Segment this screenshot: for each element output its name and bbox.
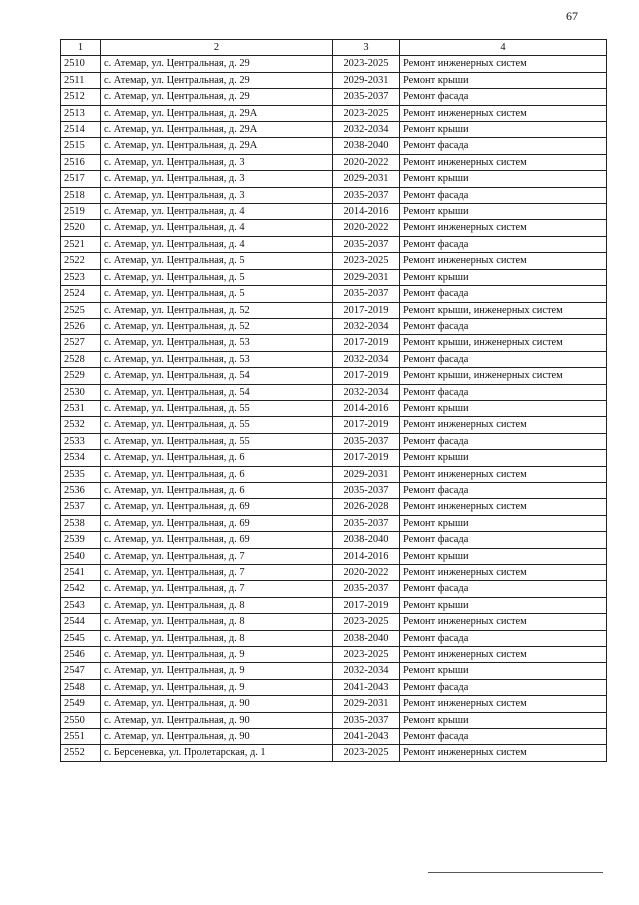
table-row	[61, 532, 607, 548]
work-type-cell: Ремонт инженерных систем	[400, 647, 607, 663]
work-type-cell: Ремонт крыши	[400, 171, 607, 187]
table-row	[61, 335, 607, 351]
row-number: 2532	[61, 417, 101, 433]
period-cell: 2032-2034	[333, 351, 400, 367]
period-cell: 2017-2019	[333, 335, 400, 351]
row-number: 2542	[61, 581, 101, 597]
address-cell: с. Атемар, ул. Центральная, д. 4	[101, 220, 333, 236]
table-row	[61, 286, 607, 302]
period-cell: 2029-2031	[333, 696, 400, 712]
address-cell: с. Атемар, ул. Центральная, д. 69	[101, 515, 333, 531]
work-type-cell: Ремонт фасада	[400, 729, 607, 745]
work-type-cell: Ремонт фасада	[400, 482, 607, 498]
table-row	[61, 630, 607, 646]
address-cell: с. Атемар, ул. Центральная, д. 3	[101, 154, 333, 170]
footer-rule	[428, 872, 603, 873]
period-cell: 2014-2016	[333, 400, 400, 416]
work-type-cell: Ремонт фасада	[400, 679, 607, 695]
work-type-cell: Ремонт инженерных систем	[400, 499, 607, 515]
period-cell: 2017-2019	[333, 368, 400, 384]
period-cell: 2035-2037	[333, 433, 400, 449]
row-number: 2521	[61, 236, 101, 252]
table-row	[61, 417, 607, 433]
period-cell: 2035-2037	[333, 581, 400, 597]
table-row	[61, 187, 607, 203]
row-number: 2536	[61, 482, 101, 498]
row-number: 2537	[61, 499, 101, 515]
address-cell: с. Атемар, ул. Центральная, д. 54	[101, 368, 333, 384]
row-number: 2548	[61, 679, 101, 695]
period-cell: 2035-2037	[333, 482, 400, 498]
address-cell: с. Атемар, ул. Центральная, д. 29А	[101, 105, 333, 121]
table-header-row	[61, 40, 607, 56]
address-cell: с. Атемар, ул. Центральная, д. 53	[101, 351, 333, 367]
work-type-cell: Ремонт крыши	[400, 400, 607, 416]
table-row	[61, 647, 607, 663]
row-number: 2549	[61, 696, 101, 712]
table-row	[61, 745, 607, 761]
row-number: 2539	[61, 532, 101, 548]
work-type-cell: Ремонт фасада	[400, 351, 607, 367]
table-row	[61, 499, 607, 515]
period-cell: 2041-2043	[333, 729, 400, 745]
row-number: 2533	[61, 433, 101, 449]
work-type-cell: Ремонт фасада	[400, 187, 607, 203]
address-cell: с. Атемар, ул. Центральная, д. 90	[101, 712, 333, 728]
address-cell: с. Атемар, ул. Центральная, д. 6	[101, 482, 333, 498]
address-cell: с. Атемар, ул. Центральная, д. 7	[101, 581, 333, 597]
row-number: 2529	[61, 368, 101, 384]
row-number: 2544	[61, 614, 101, 630]
period-cell: 2032-2034	[333, 318, 400, 334]
address-cell: с. Берсеневка, ул. Пролетарская, д. 1	[101, 745, 333, 761]
column-header-work-type: 4	[400, 40, 607, 56]
work-type-cell: Ремонт инженерных систем	[400, 56, 607, 72]
work-type-cell: Ремонт инженерных систем	[400, 220, 607, 236]
address-cell: с. Атемар, ул. Центральная, д. 29А	[101, 122, 333, 138]
column-header-address: 2	[101, 40, 333, 56]
period-cell: 2029-2031	[333, 72, 400, 88]
table-row	[61, 89, 607, 105]
period-cell: 2017-2019	[333, 597, 400, 613]
address-cell: с. Атемар, ул. Центральная, д. 69	[101, 532, 333, 548]
address-cell: с. Атемар, ул. Центральная, д. 29	[101, 72, 333, 88]
table-row	[61, 614, 607, 630]
work-type-cell: Ремонт инженерных систем	[400, 105, 607, 121]
period-cell: 2023-2025	[333, 253, 400, 269]
address-cell: с. Атемар, ул. Центральная, д. 29	[101, 89, 333, 105]
table-row	[61, 729, 607, 745]
period-cell: 2032-2034	[333, 663, 400, 679]
table-row	[61, 204, 607, 220]
row-number: 2515	[61, 138, 101, 154]
table-row	[61, 712, 607, 728]
work-type-cell: Ремонт крыши	[400, 204, 607, 220]
row-number: 2519	[61, 204, 101, 220]
table-row	[61, 679, 607, 695]
row-number: 2535	[61, 466, 101, 482]
table-row	[61, 154, 607, 170]
work-type-cell: Ремонт инженерных систем	[400, 696, 607, 712]
period-cell: 2029-2031	[333, 171, 400, 187]
address-cell: с. Атемар, ул. Центральная, д. 6	[101, 466, 333, 482]
table-row	[61, 482, 607, 498]
row-number: 2525	[61, 302, 101, 318]
table-row	[61, 56, 607, 72]
table-row	[61, 236, 607, 252]
period-cell: 2038-2040	[333, 138, 400, 154]
table-row	[61, 122, 607, 138]
period-cell: 2032-2034	[333, 122, 400, 138]
address-cell: с. Атемар, ул. Центральная, д. 55	[101, 433, 333, 449]
table-row	[61, 581, 607, 597]
table-row	[61, 171, 607, 187]
work-type-cell: Ремонт инженерных систем	[400, 417, 607, 433]
period-cell: 2020-2022	[333, 154, 400, 170]
table-row	[61, 384, 607, 400]
address-cell: с. Атемар, ул. Центральная, д. 90	[101, 696, 333, 712]
row-number: 2541	[61, 565, 101, 581]
row-number: 2551	[61, 729, 101, 745]
period-cell: 2020-2022	[333, 220, 400, 236]
work-type-cell: Ремонт крыши, инженерных систем	[400, 302, 607, 318]
work-type-cell: Ремонт инженерных систем	[400, 614, 607, 630]
table-row	[61, 663, 607, 679]
table-row	[61, 565, 607, 581]
row-number: 2527	[61, 335, 101, 351]
address-cell: с. Атемар, ул. Центральная, д. 3	[101, 171, 333, 187]
period-cell: 2017-2019	[333, 450, 400, 466]
address-cell: с. Атемар, ул. Центральная, д. 9	[101, 663, 333, 679]
address-cell: с. Атемар, ул. Центральная, д. 4	[101, 236, 333, 252]
period-cell: 2026-2028	[333, 499, 400, 515]
row-number: 2522	[61, 253, 101, 269]
work-type-cell: Ремонт фасада	[400, 433, 607, 449]
table-row	[61, 696, 607, 712]
address-cell: с. Атемар, ул. Центральная, д. 7	[101, 565, 333, 581]
address-cell: с. Атемар, ул. Центральная, д. 8	[101, 614, 333, 630]
work-type-cell: Ремонт инженерных систем	[400, 565, 607, 581]
row-number: 2546	[61, 647, 101, 663]
row-number: 2510	[61, 56, 101, 72]
row-number: 2524	[61, 286, 101, 302]
row-number: 2552	[61, 745, 101, 761]
table-row	[61, 548, 607, 564]
work-type-cell: Ремонт инженерных систем	[400, 253, 607, 269]
column-header-period: 3	[333, 40, 400, 56]
address-cell: с. Атемар, ул. Центральная, д. 4	[101, 204, 333, 220]
work-type-cell: Ремонт фасада	[400, 384, 607, 400]
table-body	[61, 56, 607, 761]
row-number: 2550	[61, 712, 101, 728]
address-cell: с. Атемар, ул. Центральная, д. 5	[101, 286, 333, 302]
address-cell: с. Атемар, ул. Центральная, д. 52	[101, 318, 333, 334]
period-cell: 2014-2016	[333, 204, 400, 220]
period-cell: 2035-2037	[333, 187, 400, 203]
row-number: 2540	[61, 548, 101, 564]
period-cell: 2023-2025	[333, 56, 400, 72]
row-number: 2511	[61, 72, 101, 88]
table-row	[61, 138, 607, 154]
work-type-cell: Ремонт инженерных систем	[400, 745, 607, 761]
period-cell: 2041-2043	[333, 679, 400, 695]
table-row	[61, 466, 607, 482]
table-row	[61, 318, 607, 334]
work-type-cell: Ремонт крыши	[400, 515, 607, 531]
row-number: 2545	[61, 630, 101, 646]
period-cell: 2023-2025	[333, 614, 400, 630]
table-row	[61, 72, 607, 88]
row-number: 2531	[61, 400, 101, 416]
row-number: 2512	[61, 89, 101, 105]
period-cell: 2032-2034	[333, 384, 400, 400]
address-cell: с. Атемар, ул. Центральная, д. 9	[101, 647, 333, 663]
work-type-cell: Ремонт фасада	[400, 286, 607, 302]
address-cell: с. Атемар, ул. Центральная, д. 55	[101, 400, 333, 416]
period-cell: 2023-2025	[333, 745, 400, 761]
address-cell: с. Атемар, ул. Центральная, д. 69	[101, 499, 333, 515]
period-cell: 2038-2040	[333, 532, 400, 548]
table-row	[61, 220, 607, 236]
work-type-cell: Ремонт фасада	[400, 630, 607, 646]
period-cell: 2014-2016	[333, 548, 400, 564]
address-cell: с. Атемар, ул. Центральная, д. 3	[101, 187, 333, 203]
row-number: 2528	[61, 351, 101, 367]
row-number: 2538	[61, 515, 101, 531]
address-cell: с. Атемар, ул. Центральная, д. 29	[101, 56, 333, 72]
work-type-cell: Ремонт фасада	[400, 318, 607, 334]
work-type-cell: Ремонт крыши	[400, 72, 607, 88]
row-number: 2547	[61, 663, 101, 679]
address-cell: с. Атемар, ул. Центральная, д. 53	[101, 335, 333, 351]
period-cell: 2029-2031	[333, 466, 400, 482]
table-row	[61, 105, 607, 121]
work-type-cell: Ремонт инженерных систем	[400, 154, 607, 170]
address-cell: с. Атемар, ул. Центральная, д. 5	[101, 269, 333, 285]
period-cell: 2017-2019	[333, 417, 400, 433]
work-type-cell: Ремонт крыши, инженерных систем	[400, 335, 607, 351]
work-type-cell: Ремонт инженерных систем	[400, 466, 607, 482]
work-type-cell: Ремонт фасада	[400, 532, 607, 548]
period-cell: 2035-2037	[333, 286, 400, 302]
work-type-cell: Ремонт крыши	[400, 712, 607, 728]
address-cell: с. Атемар, ул. Центральная, д. 6	[101, 450, 333, 466]
period-cell: 2023-2025	[333, 647, 400, 663]
table-row	[61, 253, 607, 269]
column-header-number: 1	[61, 40, 101, 56]
row-number: 2513	[61, 105, 101, 121]
table-row	[61, 515, 607, 531]
period-cell: 2020-2022	[333, 565, 400, 581]
row-number: 2520	[61, 220, 101, 236]
work-type-cell: Ремонт крыши	[400, 548, 607, 564]
row-number: 2530	[61, 384, 101, 400]
work-type-cell: Ремонт фасада	[400, 89, 607, 105]
work-type-cell: Ремонт крыши	[400, 663, 607, 679]
work-type-cell: Ремонт крыши	[400, 269, 607, 285]
row-number: 2543	[61, 597, 101, 613]
work-type-cell: Ремонт крыши	[400, 450, 607, 466]
work-type-cell: Ремонт фасада	[400, 138, 607, 154]
repair-schedule-table	[60, 39, 607, 762]
address-cell: с. Атемар, ул. Центральная, д. 8	[101, 597, 333, 613]
period-cell: 2035-2037	[333, 515, 400, 531]
work-type-cell: Ремонт фасада	[400, 581, 607, 597]
work-type-cell: Ремонт крыши, инженерных систем	[400, 368, 607, 384]
row-number: 2534	[61, 450, 101, 466]
period-cell: 2023-2025	[333, 105, 400, 121]
row-number: 2518	[61, 187, 101, 203]
period-cell: 2017-2019	[333, 302, 400, 318]
row-number: 2517	[61, 171, 101, 187]
table-row	[61, 368, 607, 384]
table-row	[61, 450, 607, 466]
row-number: 2526	[61, 318, 101, 334]
period-cell: 2038-2040	[333, 630, 400, 646]
table-row	[61, 433, 607, 449]
table-row	[61, 351, 607, 367]
period-cell: 2029-2031	[333, 269, 400, 285]
row-number: 2523	[61, 269, 101, 285]
work-type-cell: Ремонт фасада	[400, 236, 607, 252]
row-number: 2514	[61, 122, 101, 138]
address-cell: с. Атемар, ул. Центральная, д. 7	[101, 548, 333, 564]
address-cell: с. Атемар, ул. Центральная, д. 55	[101, 417, 333, 433]
address-cell: с. Атемар, ул. Центральная, д. 5	[101, 253, 333, 269]
period-cell: 2035-2037	[333, 236, 400, 252]
address-cell: с. Атемар, ул. Центральная, д. 29А	[101, 138, 333, 154]
table-row	[61, 400, 607, 416]
table-row	[61, 302, 607, 318]
period-cell: 2035-2037	[333, 89, 400, 105]
address-cell: с. Атемар, ул. Центральная, д. 9	[101, 679, 333, 695]
page-number: 67	[566, 9, 578, 23]
work-type-cell: Ремонт крыши	[400, 597, 607, 613]
address-cell: с. Атемар, ул. Центральная, д. 90	[101, 729, 333, 745]
work-type-cell: Ремонт крыши	[400, 122, 607, 138]
address-cell: с. Атемар, ул. Центральная, д. 54	[101, 384, 333, 400]
row-number: 2516	[61, 154, 101, 170]
period-cell: 2035-2037	[333, 712, 400, 728]
table-row	[61, 269, 607, 285]
address-cell: с. Атемар, ул. Центральная, д. 52	[101, 302, 333, 318]
table-row	[61, 597, 607, 613]
address-cell: с. Атемар, ул. Центральная, д. 8	[101, 630, 333, 646]
